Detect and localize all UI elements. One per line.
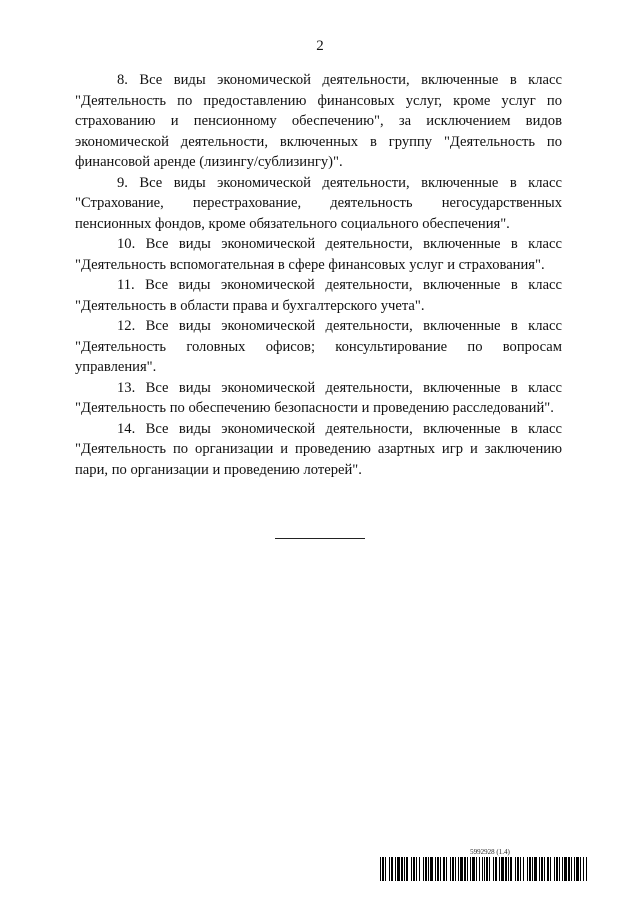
barcode — [380, 857, 588, 881]
paragraph-9: 9. Все виды экономической деятельности, включенные в класс "Страхование, перестрахование, деятельность негосударственных пенсионных фондов, кроме обязательного социального обеспечения". — [75, 174, 562, 232]
paragraph-10: 10. Все виды экономической деятельности, включенные в класс "Деятельность вспомогательная в сфере финансовых услуг и страхования". — [75, 236, 562, 273]
paragraph-13: 13. Все виды экономической деятельности, включенные в класс "Деятельность по обеспечению безопасности и проведению расследований". — [75, 379, 562, 416]
paragraph-11: 11. Все виды экономической деятельности, включенные в класс "Деятельность в области права и бухгалтерского учета". — [75, 277, 562, 314]
document-code: 5992928 (1.4) — [470, 848, 510, 856]
end-separator-line — [275, 538, 365, 539]
paragraph-14: 14. Все виды экономической деятельности, включенные в класс "Деятельность по организации и проведению азартных игр и заключению пари, по организации и проведению лотерей". — [75, 420, 562, 478]
document-body — [75, 70, 562, 480]
paragraph-8: 8. Все виды экономической деятельности, включенные в класс "Деятельность по предоставлению финансовых услуг, кроме услуг по страхованию и пенсионному обеспечению", за исключением видов экономической деятельности, включенных в группу "Деятельность по финансовой аренде (лизингу/сублизингу)". — [75, 72, 562, 170]
paragraph-12: 12. Все виды экономической деятельности, включенные в класс "Деятельность головных офисов; консультирование по вопросам управления". — [75, 318, 562, 375]
page-number: 2 — [316, 38, 324, 54]
